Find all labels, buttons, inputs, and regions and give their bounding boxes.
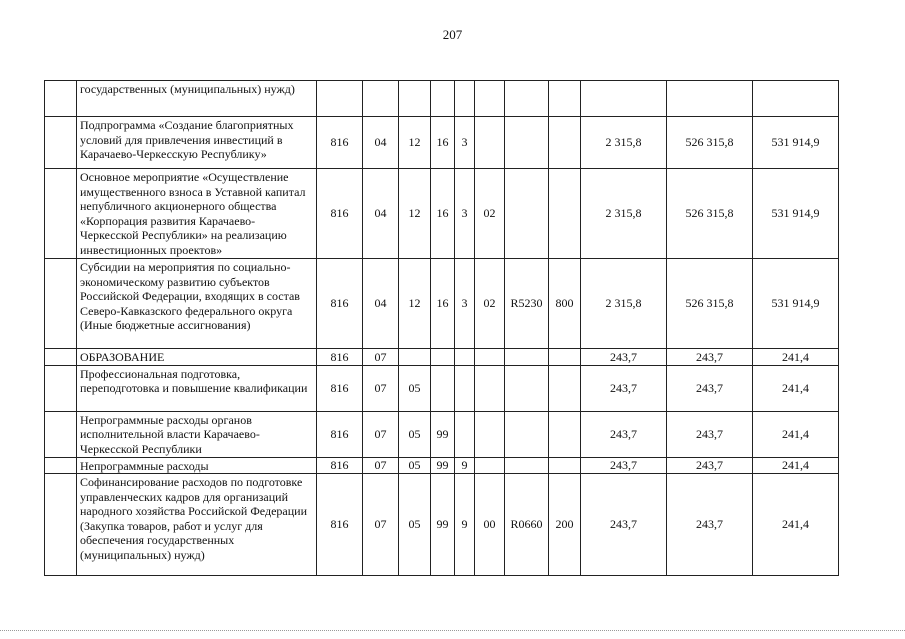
ved-code-cell: 816 <box>317 457 363 474</box>
measure-code-cell <box>475 349 505 366</box>
amount-year3-cell: 241,4 <box>753 365 839 411</box>
amount-year1-cell: 243,7 <box>581 349 667 366</box>
scan-edge-line <box>0 630 905 632</box>
amount-year3-cell: 241,4 <box>753 411 839 457</box>
subprogram-code-cell <box>455 349 475 366</box>
expense-type-cell <box>549 457 581 474</box>
table-row <box>45 169 839 259</box>
table-row <box>45 81 839 117</box>
amount-year1-cell: 243,7 <box>581 365 667 411</box>
program-code-cell: 99 <box>431 411 455 457</box>
measure-code-cell: 02 <box>475 259 505 349</box>
table-row <box>45 259 839 349</box>
subsection-code-cell: 05 <box>399 411 431 457</box>
expense-type-cell <box>549 169 581 259</box>
ved-code-cell: 816 <box>317 365 363 411</box>
row-number-cell <box>45 411 77 457</box>
row-number-cell <box>45 457 77 474</box>
program-code-cell: 16 <box>431 259 455 349</box>
subprogram-code-cell: 9 <box>455 457 475 474</box>
amount-year1-cell: 243,7 <box>581 474 667 576</box>
subsection-code-cell <box>399 81 431 117</box>
amount-year2-cell <box>667 81 753 117</box>
subprogram-code-cell: 3 <box>455 169 475 259</box>
amount-year2-cell: 526 315,8 <box>667 259 753 349</box>
direction-code-cell <box>505 349 549 366</box>
amount-year3-cell <box>753 81 839 117</box>
expense-type-cell <box>549 349 581 366</box>
expense-type-cell <box>549 81 581 117</box>
subsection-code-cell: 12 <box>399 169 431 259</box>
program-code-cell <box>431 81 455 117</box>
section-code-cell: 07 <box>363 457 399 474</box>
table-row <box>45 349 839 366</box>
section-code-cell: 07 <box>363 349 399 366</box>
row-number-cell <box>45 259 77 349</box>
row-name-cell: Основное мероприятие «Осуществление имущественного взноса в Уставной капитал непубличного акционерного общества «Корпорация развития Карачаево-Черкесской Республики» на реализацию инвестиционных проектов» <box>77 169 317 259</box>
amount-year3-cell: 531 914,9 <box>753 259 839 349</box>
section-code-cell: 04 <box>363 259 399 349</box>
row-name-cell: Субсидии на мероприятия по социально-экономическому развитию субъектов Российской Федерации, входящих в состав Северо-Кавказского федерального округа (Иные бюджетные ассигнования) <box>77 259 317 349</box>
amount-year1-cell <box>581 81 667 117</box>
program-code-cell <box>431 349 455 366</box>
row-number-cell <box>45 117 77 169</box>
row-number-cell <box>45 349 77 366</box>
subsection-code-cell: 05 <box>399 365 431 411</box>
subsection-code-cell: 12 <box>399 117 431 169</box>
ved-code-cell <box>317 81 363 117</box>
subsection-code-cell: 12 <box>399 259 431 349</box>
ved-code-cell: 816 <box>317 411 363 457</box>
amount-year3-cell: 531 914,9 <box>753 169 839 259</box>
table-row <box>45 474 839 576</box>
expense-type-cell <box>549 365 581 411</box>
ved-code-cell: 816 <box>317 474 363 576</box>
program-code-cell: 16 <box>431 169 455 259</box>
section-code-cell: 07 <box>363 365 399 411</box>
direction-code-cell <box>505 411 549 457</box>
expense-type-cell <box>549 117 581 169</box>
row-name-cell: Непрограммные расходы <box>77 457 317 474</box>
measure-code-cell <box>475 457 505 474</box>
amount-year2-cell: 243,7 <box>667 411 753 457</box>
expense-type-cell: 200 <box>549 474 581 576</box>
subsection-code-cell: 05 <box>399 474 431 576</box>
amount-year2-cell: 243,7 <box>667 365 753 411</box>
measure-code-cell <box>475 117 505 169</box>
program-code-cell: 99 <box>431 457 455 474</box>
amount-year1-cell: 2 315,8 <box>581 259 667 349</box>
subprogram-code-cell <box>455 81 475 117</box>
amount-year2-cell: 526 315,8 <box>667 117 753 169</box>
table-row <box>45 365 839 411</box>
expense-type-cell: 800 <box>549 259 581 349</box>
row-name-cell: Софинансирование расходов по подготовке управленческих кадров для организаций народного хозяйства Российской Федерации (Закупка товаров, работ и услуг для обеспечения государственных (муниципальных) нужд) <box>77 474 317 576</box>
amount-year2-cell: 243,7 <box>667 349 753 366</box>
ved-code-cell: 816 <box>317 349 363 366</box>
row-name-cell: Профессиональная подготовка, переподготовка и повышение квалификации <box>77 365 317 411</box>
budget-table <box>44 80 839 576</box>
section-code-cell: 04 <box>363 117 399 169</box>
measure-code-cell <box>475 81 505 117</box>
row-name-cell: государственных (муниципальных) нужд) <box>77 81 317 117</box>
direction-code-cell <box>505 117 549 169</box>
direction-code-cell: R0660 <box>505 474 549 576</box>
amount-year3-cell: 241,4 <box>753 349 839 366</box>
expense-type-cell <box>549 411 581 457</box>
amount-year2-cell: 526 315,8 <box>667 169 753 259</box>
direction-code-cell <box>505 169 549 259</box>
program-code-cell: 16 <box>431 117 455 169</box>
subprogram-code-cell: 3 <box>455 117 475 169</box>
amount-year2-cell: 243,7 <box>667 474 753 576</box>
row-number-cell <box>45 169 77 259</box>
ved-code-cell: 816 <box>317 259 363 349</box>
measure-code-cell <box>475 365 505 411</box>
measure-code-cell: 00 <box>475 474 505 576</box>
amount-year2-cell: 243,7 <box>667 457 753 474</box>
table-row <box>45 117 839 169</box>
section-code-cell <box>363 81 399 117</box>
program-code-cell: 99 <box>431 474 455 576</box>
section-code-cell: 07 <box>363 474 399 576</box>
table-row <box>45 411 839 457</box>
direction-code-cell <box>505 81 549 117</box>
row-name-cell: ОБРАЗОВАНИЕ <box>77 349 317 366</box>
row-number-cell <box>45 81 77 117</box>
section-code-cell: 04 <box>363 169 399 259</box>
amount-year1-cell: 2 315,8 <box>581 117 667 169</box>
subsection-code-cell <box>399 349 431 366</box>
subprogram-code-cell <box>455 411 475 457</box>
amount-year3-cell: 241,4 <box>753 474 839 576</box>
amount-year3-cell: 531 914,9 <box>753 117 839 169</box>
measure-code-cell: 02 <box>475 169 505 259</box>
subprogram-code-cell <box>455 365 475 411</box>
amount-year3-cell: 241,4 <box>753 457 839 474</box>
amount-year1-cell: 243,7 <box>581 411 667 457</box>
subprogram-code-cell: 3 <box>455 259 475 349</box>
direction-code-cell: R5230 <box>505 259 549 349</box>
row-number-cell <box>45 365 77 411</box>
ved-code-cell: 816 <box>317 169 363 259</box>
subsection-code-cell: 05 <box>399 457 431 474</box>
measure-code-cell <box>475 411 505 457</box>
amount-year1-cell: 243,7 <box>581 457 667 474</box>
section-code-cell: 07 <box>363 411 399 457</box>
row-name-cell: Подпрограмма «Создание благоприятных условий для привлечения инвестиций в Карачаево-Черкесскую Республику» <box>77 117 317 169</box>
amount-year1-cell: 2 315,8 <box>581 169 667 259</box>
row-name-cell: Непрограммные расходы органов исполнительной власти Карачаево-Черкесской Республики <box>77 411 317 457</box>
ved-code-cell: 816 <box>317 117 363 169</box>
row-number-cell <box>45 474 77 576</box>
subprogram-code-cell: 9 <box>455 474 475 576</box>
table-row <box>45 457 839 474</box>
direction-code-cell <box>505 365 549 411</box>
program-code-cell <box>431 365 455 411</box>
page-number: 207 <box>442 27 463 42</box>
direction-code-cell <box>505 457 549 474</box>
